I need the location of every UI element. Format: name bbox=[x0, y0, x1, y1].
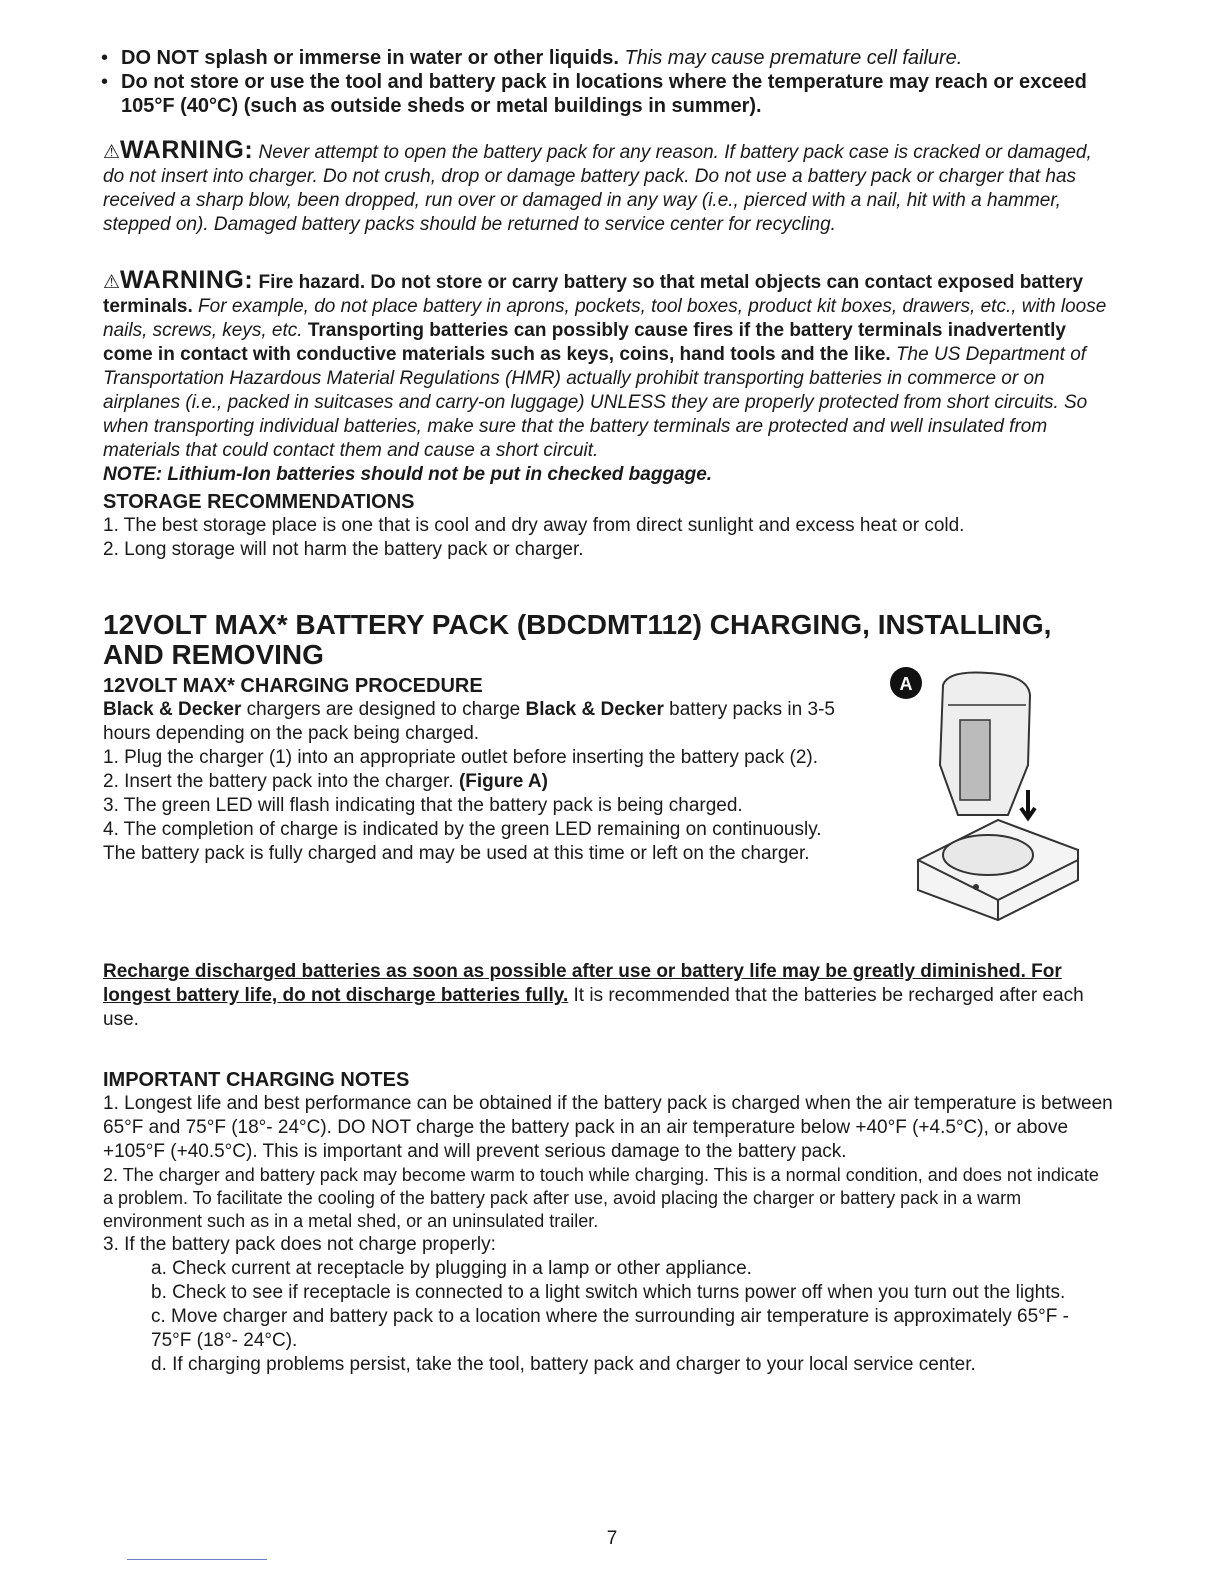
charging-notes bbox=[103, 1068, 1113, 1377]
note-2: 2. The charger and battery pack may become warm to touch while charging. This is a normal condition, and does not indicate a problem. To facilitate the cooling of the battery pack after use, avoid placing the charger or battery pack in a warm environment such as in a metal shed, or an uninsulated trailer. bbox=[103, 1165, 1099, 1231]
charging-step-3: 3. The green LED will flash indicating that the battery pack is being charged. bbox=[103, 795, 743, 816]
storage-item-1: 1. The best storage place is one that is cool and dry away from direct sunlight and excess heat or cold. bbox=[103, 515, 965, 536]
charging-procedure-heading: 12VOLT MAX* CHARGING PROCEDURE bbox=[103, 675, 483, 697]
warning-triangle-icon: ⚠ bbox=[103, 272, 121, 293]
note-3b: b. Check to see if receptacle is connected to a light switch which turns power off when you turn out the lights. bbox=[151, 1282, 1066, 1303]
note-3d: d. If charging problems persist, take the tool, battery pack and charger to your local service center. bbox=[151, 1354, 976, 1375]
note-1: 1. Longest life and best performance can be obtained if the battery pack is charged when the air temperature is between 65°F and 75°F (18°- 24°C). DO NOT charge the battery pack in an air temperature below +40°F (+4.5°C), or above +105°F (+40.5°C). This is important and will prevent serious damage to the battery pack. bbox=[103, 1093, 1113, 1162]
warning-triangle-icon: ⚠ bbox=[103, 142, 121, 163]
storage-heading: STORAGE RECOMMENDATIONS bbox=[103, 491, 415, 513]
charging-intro: Black & Decker chargers are designed to charge Black & Decker battery packs in 3-5 hours depending on the pack being charged. bbox=[103, 699, 835, 744]
section-title: 12VOLT MAX* BATTERY PACK (BDCDMT112) CHARGING, INSTALLING, AND REMOVING bbox=[103, 609, 1052, 670]
note-lithium: NOTE: Lithium-Ion batteries should not be put in checked baggage. bbox=[103, 464, 713, 485]
page-number: 7 bbox=[606, 1528, 618, 1549]
charging-step-2: 2. Insert the battery pack into the charger. (Figure A) bbox=[103, 771, 548, 792]
footer-rule bbox=[127, 1559, 267, 1560]
charging-procedure bbox=[103, 674, 848, 866]
svg-text:A: A bbox=[899, 674, 913, 694]
storage-item-2: 2. Long storage will not harm the battery pack or charger. bbox=[103, 539, 584, 560]
note-3a: a. Check current at receptacle by plugging in a lamp or other appliance. bbox=[151, 1258, 752, 1279]
warning-fire-hazard: ⚠WARNING: Fire hazard. Do not store or carry battery so that metal objects can contact exposed battery terminals. For example, do not place battery in aprons, pockets, tool boxes, product kit boxes, drawers, etc., with loose nails, screws, keys, etc. Transporting batteries can possibly cause fires if the battery terminals inadvertently come in contact with conductive materials such as keys, coins, hand tools and the like. The US Department of Transportation Hazardous Material Regulations (HMR) actually prohibit transporting batteries in commerce or on airplanes (i.e., packed in suitcases and carry-on luggage) UNLESS they are properly protected from short circuits. So when transporting individual batteries, make sure that the battery terminals are protected and well insulated from materials that could contact them and cause a short circuit. NOTE: Lithium-Ion batteries should not be put in checked baggage. bbox=[103, 266, 1107, 485]
charging-step-4: 4. The completion of charge is indicated by the green LED remaining on continuously. The battery pack is fully charged and may be used at this time or left on the charger. bbox=[103, 819, 822, 864]
bullet-splash: • DO NOT splash or immerse in water or other liquids. This may cause premature cell failure. bbox=[101, 47, 963, 69]
battery-charger-illustration bbox=[888, 665, 1098, 940]
charging-notes-heading: IMPORTANT CHARGING NOTES bbox=[103, 1069, 410, 1091]
charging-step-1: 1. Plug the charger (1) into an appropriate outlet before inserting the battery pack (2). bbox=[103, 747, 819, 768]
bullet-temperature: • Do not store or use the tool and battery pack in locations where the temperature may reach or exceed 105°F (40°C) (such as outside sheds or metal buildings in summer). bbox=[101, 71, 1087, 117]
figure-a bbox=[888, 665, 1098, 940]
recharge-paragraph: Recharge discharged batteries as soon as possible after use or battery life may be greatly diminished. For longest battery life, do not discharge batteries fully. It is recommended that the batteries be recharged after each use. bbox=[103, 961, 1084, 1030]
note-3c: c. Move charger and battery pack to a location where the surrounding air temperature is approximately 65°F - 75°F (18°- 24°C). bbox=[151, 1306, 1069, 1351]
note-3: 3. If the battery pack does not charge properly: bbox=[103, 1234, 496, 1255]
warning-open-pack: ⚠WARNING: Never attempt to open the battery pack for any reason. If battery pack case is cracked or damaged, do not insert into charger. Do not crush, drop or damage battery pack. Do not use a battery pack or charger that has received a sharp blow, been dropped, run over or damaged in any way (i.e., pierced with a nail, hit with a hammer, stepped on). Damaged battery packs should be returned to service center for recycling. bbox=[103, 136, 1092, 235]
storage-section bbox=[103, 490, 1113, 562]
